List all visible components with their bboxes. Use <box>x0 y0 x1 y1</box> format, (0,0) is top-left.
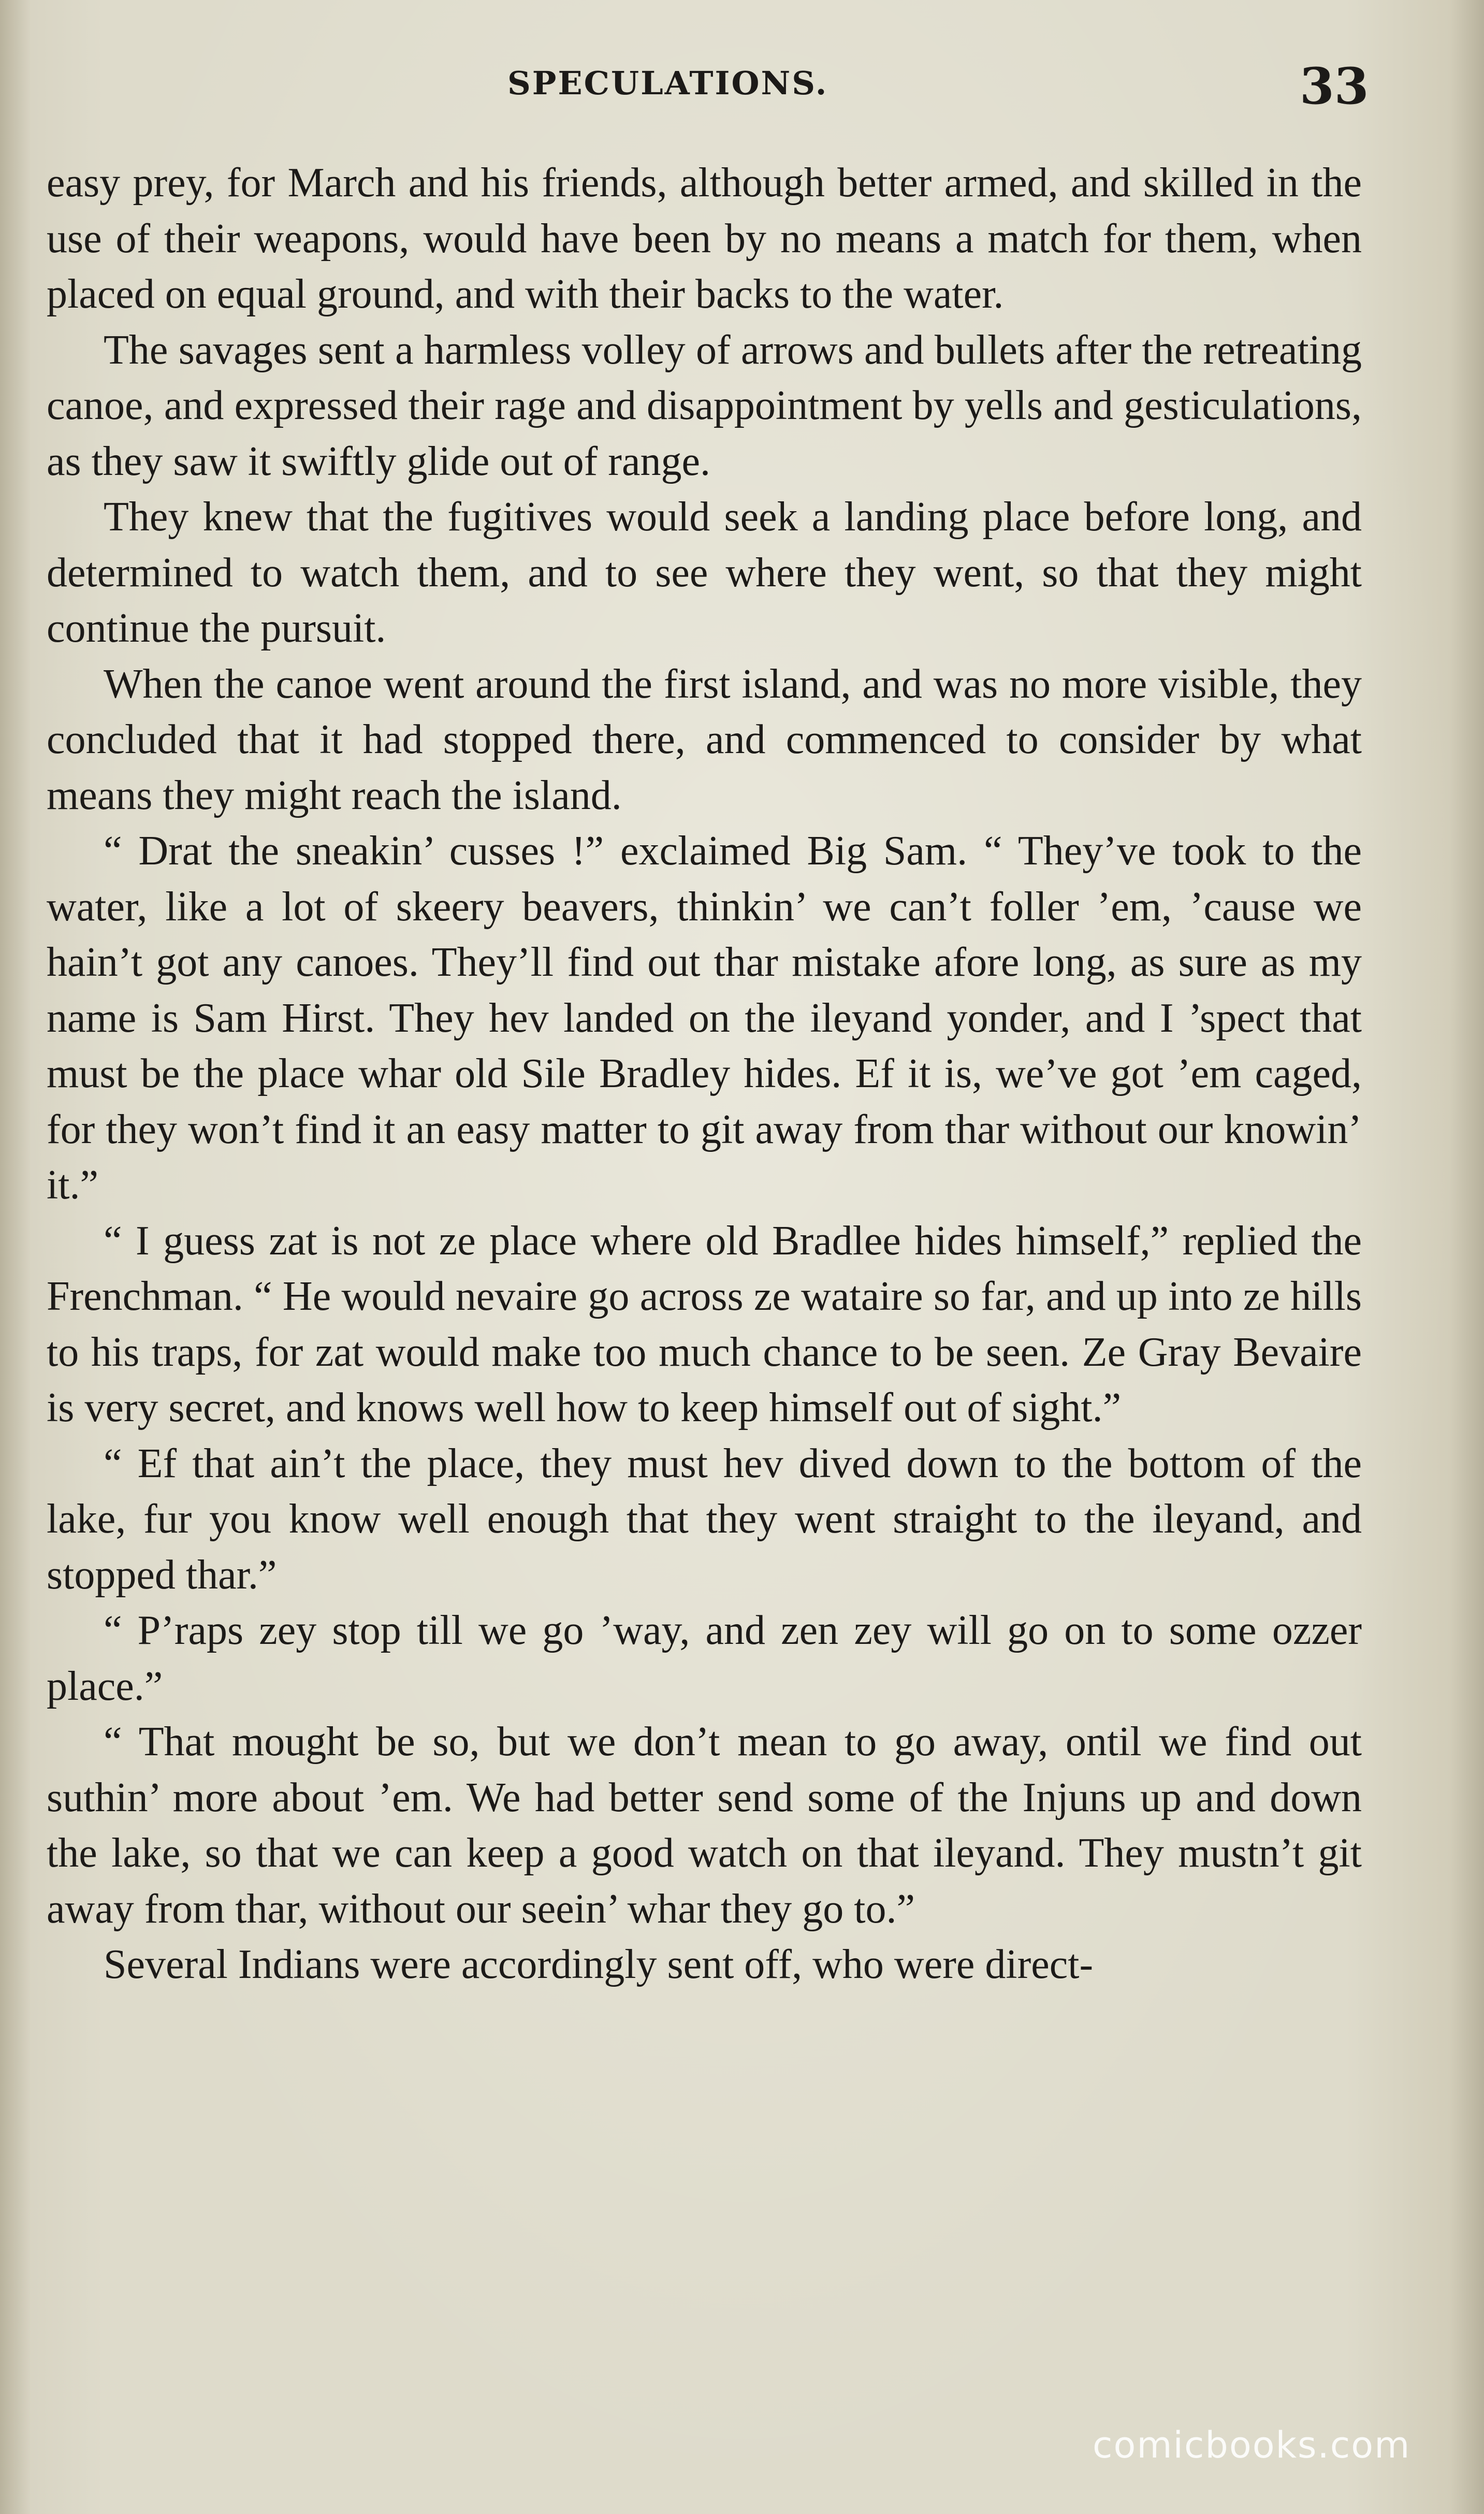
body-text <box>47 155 1362 1993</box>
page-number: 33 <box>1300 57 1369 115</box>
paragraph: “ Ef that ain’t the place, they must hev dived down to the bottom of the lake, fur you know well enough that they went straight to the ileyand, and stopped thar.” <box>47 1440 1362 1598</box>
paragraph: “ Drat the sneakin’ cusses !” exclaimed Big Sam. “ They’ve took to the water, like a lot of skeery beavers, thinkin’ we can’t foller ’em, ’cause we hain’t got any canoes. They’ll find out thar mistake afore long, as sure as my name is Sam Hirst. They hev landed on the ileyand yonder, and I ’spect that must be the place whar old Sile Bradley hides. Ef it is, we’ve got ’em caged, for they won’t find it an easy matter to git away from thar without our knowin’ it.” <box>47 828 1362 1208</box>
paragraph: They knew that the fugitives would seek a landing place before long, and determined to watch them, and to see where they went, so that they might continue the pursuit. <box>47 494 1362 651</box>
watermark: comicbooks.com <box>1093 2424 1411 2466</box>
paragraph: When the canoe went around the first island, and was no more visible, they concluded that it had stopped there, and commenced to consider by what means they might reach the island. <box>47 661 1362 818</box>
paragraph: Several Indians were accordingly sent off, who were direct- <box>104 1942 1094 1987</box>
paragraph: “ That mought be so, but we don’t mean to go away, ontil we find out suthin’ more about ’em. We had better send some of the Injuns up and down the lake, so that we can keep a good watch on that ileyand. They mustn’t git away from thar, without our seein’ whar they go to.” <box>47 1719 1362 1932</box>
page-header <box>0 57 1484 119</box>
paragraph: easy prey, for March and his friends, although better armed, and skilled in the use of their weapons, would have been by no means a match for them, when placed on equal ground, and with their backs to the water. <box>47 160 1362 317</box>
paragraph: The savages sent a harmless volley of arrows and bullets after the retreating canoe, and expressed their rage and disappointment by yells and gesticulations, as they saw it swiftly glide out of range. <box>47 327 1362 484</box>
paragraph: “ I guess zat is not ze place where old Bradlee hides himself,” replied the Frenchman. “ He would nevaire go across ze wataire so far, and up into ze hills to his traps, for zat would make too much chance to be seen. Ze Gray Bevaire is very secret, and knows well how to keep himself out of sight.” <box>47 1218 1362 1431</box>
running-head: SPECULATIONS. <box>507 64 828 102</box>
paragraph: “ P’raps zey stop till we go ’way, and zen zey will go on to some ozzer place.” <box>47 1608 1362 1709</box>
